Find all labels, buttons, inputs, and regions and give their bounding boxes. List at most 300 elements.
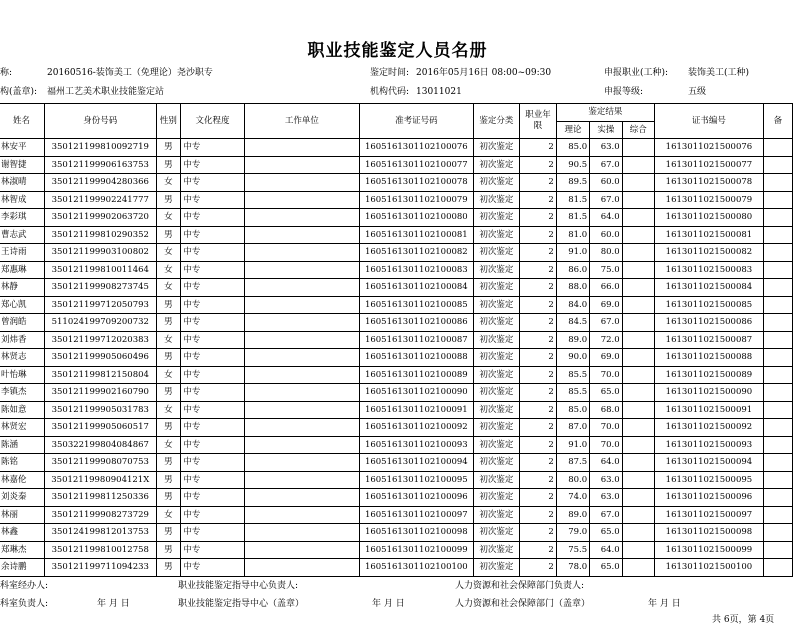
table-row: [0, 279, 793, 297]
cell-education: 中专: [181, 419, 244, 437]
cell-name: 刘炜香: [0, 331, 45, 349]
cell-id: 350121199905031783: [45, 401, 156, 419]
cell-id: 350322199804084867: [45, 436, 156, 454]
cell-exam-number: 1605161301102100096: [360, 489, 474, 507]
cell-overall: [622, 314, 654, 332]
cell-gender: 男: [156, 314, 181, 332]
footer-dept-head: 科室负责人:: [0, 599, 49, 609]
cell-exam-number: 1605161301102100099: [360, 541, 474, 559]
cell-overall: [622, 506, 654, 524]
cell-years: 2: [520, 296, 557, 314]
job-label: 申报职业(工种):: [604, 68, 669, 78]
unit-label: 构(盖章):: [0, 87, 38, 97]
cell-remark: [763, 314, 792, 332]
cell-years: 2: [520, 331, 557, 349]
table-row: [0, 524, 793, 542]
cell-gender: 男: [156, 419, 181, 437]
cell-id: 350121199712050793: [45, 296, 156, 314]
table-row: [0, 191, 793, 209]
cell-overall: [622, 331, 654, 349]
unit-value: 福州工艺美术职业技能鉴定站: [47, 87, 165, 97]
cell-practice: 64.0: [590, 454, 622, 472]
cell-remark: [763, 296, 792, 314]
cell-remark: [763, 559, 792, 577]
col-header-name: 姓名: [0, 104, 45, 139]
cell-gender: 女: [156, 261, 181, 279]
cell-overall: [622, 419, 654, 437]
cell-overall: [622, 209, 654, 227]
cell-remark: [763, 471, 792, 489]
cell-work-unit: [244, 454, 359, 472]
cell-years: 2: [520, 524, 557, 542]
cell-exam-number: 1605161301102100082: [360, 244, 474, 262]
cell-education: 中专: [181, 436, 244, 454]
cell-education: 中专: [181, 349, 244, 367]
cell-exam-number: 1605161301102100080: [360, 209, 474, 227]
cell-name: 林静: [0, 279, 45, 297]
cell-education: 中专: [181, 454, 244, 472]
cell-name: 余诗鹏: [0, 559, 45, 577]
cell-overall: [622, 436, 654, 454]
roster-table: [0, 103, 793, 577]
roster-body: [0, 139, 793, 577]
cell-work-unit: [244, 559, 359, 577]
cell-id: 350121199810290352: [45, 226, 156, 244]
cell-gender: 女: [156, 174, 181, 192]
cell-work-unit: [244, 156, 359, 174]
code-value: 13011021: [416, 87, 462, 97]
cell-practice: 69.0: [590, 349, 622, 367]
cell-category: 初次鉴定: [473, 261, 520, 279]
cell-theory: 85.0: [556, 401, 589, 419]
cell-theory: 81.5: [556, 191, 589, 209]
table-row: [0, 401, 793, 419]
cell-gender: 女: [156, 244, 181, 262]
cell-practice: 67.0: [590, 191, 622, 209]
cell-exam-number: 1605161301102100081: [360, 226, 474, 244]
document-title: 职业技能鉴定人员名册: [307, 41, 488, 61]
cell-remark: [763, 506, 792, 524]
cell-work-unit: [244, 296, 359, 314]
table-row: [0, 419, 793, 437]
cell-practice: 80.0: [590, 244, 622, 262]
cell-category: 初次鉴定: [473, 524, 520, 542]
level-value: 五级: [688, 87, 707, 97]
cell-education: 中专: [181, 384, 244, 402]
cell-years: 2: [520, 541, 557, 559]
cell-cert: 1613011021500096: [654, 489, 763, 507]
cell-cert: 1613011021500082: [654, 244, 763, 262]
cell-gender: 男: [156, 454, 181, 472]
cell-practice: 60.0: [590, 174, 622, 192]
cell-cert: 1613011021500091: [654, 401, 763, 419]
cell-category: 初次鉴定: [473, 244, 520, 262]
cell-overall: [622, 296, 654, 314]
table-row: [0, 506, 793, 524]
cell-cert: 1613011021500078: [654, 174, 763, 192]
cell-id: 350121199905060517: [45, 419, 156, 437]
cell-remark: [763, 436, 792, 454]
cell-work-unit: [244, 471, 359, 489]
cell-remark: [763, 349, 792, 367]
cell-category: 初次鉴定: [473, 384, 520, 402]
cell-name: 郑心凯: [0, 296, 45, 314]
table-header-row: [0, 104, 793, 122]
cell-education: 中专: [181, 226, 244, 244]
footer-handler: 科室经办人:: [0, 581, 49, 591]
cell-years: 2: [520, 191, 557, 209]
cell-theory: 85.5: [556, 384, 589, 402]
cell-work-unit: [244, 209, 359, 227]
cell-cert: 1613011021500081: [654, 226, 763, 244]
cell-cert: 1613011021500077: [654, 156, 763, 174]
footer-center-head: 职业技能鉴定指导中心负责人:: [178, 581, 299, 591]
cell-work-unit: [244, 261, 359, 279]
col-header-remark: 备: [763, 104, 792, 139]
cell-remark: [763, 226, 792, 244]
cell-category: 初次鉴定: [473, 489, 520, 507]
cell-practice: 64.0: [590, 541, 622, 559]
cell-education: 中专: [181, 471, 244, 489]
cell-practice: 65.0: [590, 559, 622, 577]
cell-practice: 67.0: [590, 314, 622, 332]
cell-name: 林淑晴: [0, 174, 45, 192]
cell-theory: 86.0: [556, 261, 589, 279]
cell-name: 王诗雨: [0, 244, 45, 262]
cell-theory: 75.5: [556, 541, 589, 559]
cell-name: 陈涵: [0, 436, 45, 454]
cell-cert: 1613011021500095: [654, 471, 763, 489]
cell-name: 林贤志: [0, 349, 45, 367]
cell-education: 中专: [181, 366, 244, 384]
cell-years: 2: [520, 384, 557, 402]
cell-overall: [622, 156, 654, 174]
cell-remark: [763, 384, 792, 402]
cell-category: 初次鉴定: [473, 226, 520, 244]
cell-theory: 84.5: [556, 314, 589, 332]
cell-practice: 63.0: [590, 489, 622, 507]
cell-years: 2: [520, 419, 557, 437]
cell-id: 35012119980904121X: [45, 471, 156, 489]
cell-category: 初次鉴定: [473, 419, 520, 437]
cell-gender: 男: [156, 139, 181, 157]
cell-remark: [763, 541, 792, 559]
cell-exam-number: 1605161301102100089: [360, 366, 474, 384]
cell-remark: [763, 524, 792, 542]
cell-cert: 1613011021500099: [654, 541, 763, 559]
cell-years: 2: [520, 349, 557, 367]
cell-education: 中专: [181, 279, 244, 297]
cell-education: 中专: [181, 314, 244, 332]
cell-theory: 87.0: [556, 419, 589, 437]
cell-category: 初次鉴定: [473, 436, 520, 454]
cell-practice: 63.0: [590, 471, 622, 489]
cell-overall: [622, 454, 654, 472]
cell-remark: [763, 139, 792, 157]
col-header-theory: 理论: [556, 121, 589, 139]
cell-category: 初次鉴定: [473, 541, 520, 559]
col-header-result: 鉴定结果: [556, 104, 654, 122]
cell-theory: 90.5: [556, 156, 589, 174]
cell-theory: 81.5: [556, 209, 589, 227]
cell-cert: 1613011021500089: [654, 366, 763, 384]
cell-years: 2: [520, 174, 557, 192]
cell-gender: 男: [156, 524, 181, 542]
cell-gender: 男: [156, 471, 181, 489]
level-label: 申报等级:: [604, 87, 644, 97]
table-row: [0, 331, 793, 349]
cell-id: 511024199709200732: [45, 314, 156, 332]
footer-hr-head: 人力资源和社会保障部门负责人:: [455, 581, 585, 591]
cell-overall: [622, 191, 654, 209]
col-header-overall: 综合: [622, 121, 654, 139]
cell-exam-number: 1605161301102100077: [360, 156, 474, 174]
cell-id: 350121199810012758: [45, 541, 156, 559]
cell-name: 陈铭: [0, 454, 45, 472]
cell-gender: 女: [156, 279, 181, 297]
cell-name: 林贤宏: [0, 419, 45, 437]
col-header-work-unit: 工作单位: [244, 104, 359, 139]
cell-overall: [622, 226, 654, 244]
cell-remark: [763, 366, 792, 384]
cell-overall: [622, 174, 654, 192]
cell-theory: 89.0: [556, 331, 589, 349]
col-header-education: 文化程度: [181, 104, 244, 139]
cell-work-unit: [244, 226, 359, 244]
cell-id: 350121199902063720: [45, 209, 156, 227]
cell-work-unit: [244, 279, 359, 297]
cell-category: 初次鉴定: [473, 174, 520, 192]
table-row: [0, 349, 793, 367]
cell-education: 中专: [181, 489, 244, 507]
cell-years: 2: [520, 506, 557, 524]
footer-date-2: 年 月 日: [372, 599, 405, 609]
cell-exam-number: 1605161301102100090: [360, 384, 474, 402]
cell-id: 350121199810011464: [45, 261, 156, 279]
table-row: [0, 471, 793, 489]
cell-theory: 89.5: [556, 174, 589, 192]
cell-id: 350121199905060496: [45, 349, 156, 367]
cell-remark: [763, 156, 792, 174]
cell-category: 初次鉴定: [473, 454, 520, 472]
table-row: [0, 436, 793, 454]
cell-years: 2: [520, 156, 557, 174]
cell-id: 350121199906163753: [45, 156, 156, 174]
cell-category: 初次鉴定: [473, 559, 520, 577]
cell-id: 350124199812013753: [45, 524, 156, 542]
cell-remark: [763, 331, 792, 349]
cell-years: 2: [520, 279, 557, 297]
cell-theory: 78.0: [556, 559, 589, 577]
cell-name: 郑惠琳: [0, 261, 45, 279]
cell-work-unit: [244, 349, 359, 367]
cell-work-unit: [244, 191, 359, 209]
cell-work-unit: [244, 139, 359, 157]
cell-category: 初次鉴定: [473, 279, 520, 297]
table-row: [0, 541, 793, 559]
cell-cert: 1613011021500086: [654, 314, 763, 332]
cell-years: 2: [520, 244, 557, 262]
cell-name: 叶怡琳: [0, 366, 45, 384]
cell-work-unit: [244, 506, 359, 524]
cell-years: 2: [520, 471, 557, 489]
cell-category: 初次鉴定: [473, 139, 520, 157]
cell-education: 中专: [181, 524, 244, 542]
cell-education: 中专: [181, 209, 244, 227]
cell-remark: [763, 419, 792, 437]
cell-remark: [763, 454, 792, 472]
cell-exam-number: 1605161301102100098: [360, 524, 474, 542]
cell-years: 2: [520, 559, 557, 577]
cell-exam-number: 1605161301102100078: [360, 174, 474, 192]
cell-category: 初次鉴定: [473, 401, 520, 419]
cell-gender: 女: [156, 366, 181, 384]
cell-cert: 1613011021500094: [654, 454, 763, 472]
cell-remark: [763, 209, 792, 227]
cell-category: 初次鉴定: [473, 349, 520, 367]
cell-years: 2: [520, 314, 557, 332]
cell-id: 350121199908070753: [45, 454, 156, 472]
cell-practice: 67.0: [590, 506, 622, 524]
cell-theory: 85.5: [556, 366, 589, 384]
cell-practice: 75.0: [590, 261, 622, 279]
cell-education: 中专: [181, 191, 244, 209]
cell-theory: 89.0: [556, 506, 589, 524]
cell-theory: 80.0: [556, 471, 589, 489]
cell-years: 2: [520, 366, 557, 384]
cell-exam-number: 1605161301102100100: [360, 559, 474, 577]
cell-exam-number: 1605161301102100088: [360, 349, 474, 367]
cell-gender: 男: [156, 541, 181, 559]
table-row: [0, 226, 793, 244]
cell-cert: 1613011021500080: [654, 209, 763, 227]
cell-exam-number: 1605161301102100092: [360, 419, 474, 437]
cell-exam-number: 1605161301102100093: [360, 436, 474, 454]
table-row: [0, 384, 793, 402]
cell-exam-number: 1605161301102100094: [360, 454, 474, 472]
cell-practice: 72.0: [590, 331, 622, 349]
cell-id: 350121199812150804: [45, 366, 156, 384]
cell-education: 中专: [181, 506, 244, 524]
cell-gender: 女: [156, 401, 181, 419]
cell-education: 中专: [181, 401, 244, 419]
cell-theory: 85.0: [556, 139, 589, 157]
cell-exam-number: 1605161301102100085: [360, 296, 474, 314]
cell-exam-number: 1605161301102100076: [360, 139, 474, 157]
cell-theory: 91.0: [556, 244, 589, 262]
cell-gender: 男: [156, 559, 181, 577]
cell-gender: 女: [156, 331, 181, 349]
cell-work-unit: [244, 489, 359, 507]
cell-overall: [622, 349, 654, 367]
cell-exam-number: 1605161301102100079: [360, 191, 474, 209]
cell-category: 初次鉴定: [473, 366, 520, 384]
cell-name: 谢智捷: [0, 156, 45, 174]
cell-work-unit: [244, 314, 359, 332]
footer-hr-seal: 人力资源和社会保障部门（盖章）: [455, 599, 591, 609]
cell-cert: 1613011021500085: [654, 296, 763, 314]
cell-exam-number: 1605161301102100086: [360, 314, 474, 332]
cell-cert: 1613011021500098: [654, 524, 763, 542]
cell-overall: [622, 489, 654, 507]
cell-name: 刘炎秦: [0, 489, 45, 507]
cell-practice: 70.0: [590, 436, 622, 454]
cell-remark: [763, 401, 792, 419]
cell-exam-number: 1605161301102100084: [360, 279, 474, 297]
cell-theory: 81.0: [556, 226, 589, 244]
footer-center-seal: 职业技能鉴定指导中心（盖章）: [178, 599, 305, 609]
cell-overall: [622, 261, 654, 279]
name-label: 称:: [0, 68, 13, 78]
cell-years: 2: [520, 454, 557, 472]
cell-overall: [622, 279, 654, 297]
cell-cert: 1613011021500076: [654, 139, 763, 157]
cell-practice: 64.0: [590, 209, 622, 227]
cell-id: 350121199904280366: [45, 174, 156, 192]
table-row: [0, 209, 793, 227]
table-row: [0, 139, 793, 157]
cell-practice: 67.0: [590, 156, 622, 174]
cell-cert: 1613011021500093: [654, 436, 763, 454]
cell-practice: 65.0: [590, 524, 622, 542]
cell-education: 中专: [181, 174, 244, 192]
cell-remark: [763, 279, 792, 297]
cell-work-unit: [244, 436, 359, 454]
cell-overall: [622, 524, 654, 542]
cell-id: 350121199908273745: [45, 279, 156, 297]
table-row: [0, 489, 793, 507]
cell-years: 2: [520, 489, 557, 507]
cell-exam-number: 1605161301102100083: [360, 261, 474, 279]
table-row: [0, 174, 793, 192]
cell-category: 初次鉴定: [473, 471, 520, 489]
cell-name: 曾润皓: [0, 314, 45, 332]
cell-id: 350121199810092719: [45, 139, 156, 157]
cell-theory: 74.0: [556, 489, 589, 507]
cell-id: 350121199902241777: [45, 191, 156, 209]
cell-practice: 70.0: [590, 366, 622, 384]
cell-id: 350121199811250336: [45, 489, 156, 507]
cell-exam-number: 1605161301102100095: [360, 471, 474, 489]
job-value: 装饰美工(工种): [688, 68, 750, 78]
cell-theory: 91.0: [556, 436, 589, 454]
cell-cert: 1613011021500092: [654, 419, 763, 437]
cell-overall: [622, 139, 654, 157]
cell-education: 中专: [181, 559, 244, 577]
table-row: [0, 559, 793, 577]
table-row: [0, 366, 793, 384]
cell-theory: 87.5: [556, 454, 589, 472]
cell-theory: 90.0: [556, 349, 589, 367]
cell-name: 林智成: [0, 191, 45, 209]
cell-name: 林鑫: [0, 524, 45, 542]
cell-overall: [622, 541, 654, 559]
cell-remark: [763, 489, 792, 507]
cell-name: 林丽: [0, 506, 45, 524]
table-row: [0, 261, 793, 279]
cell-gender: 男: [156, 191, 181, 209]
cell-theory: 79.0: [556, 524, 589, 542]
cell-work-unit: [244, 541, 359, 559]
table-row: [0, 156, 793, 174]
col-header-gender: 性别: [156, 104, 181, 139]
cell-gender: 男: [156, 489, 181, 507]
cell-remark: [763, 261, 792, 279]
cell-education: 中专: [181, 261, 244, 279]
cell-name: 李镇杰: [0, 384, 45, 402]
cell-exam-number: 1605161301102100097: [360, 506, 474, 524]
cell-cert: 1613011021500100: [654, 559, 763, 577]
